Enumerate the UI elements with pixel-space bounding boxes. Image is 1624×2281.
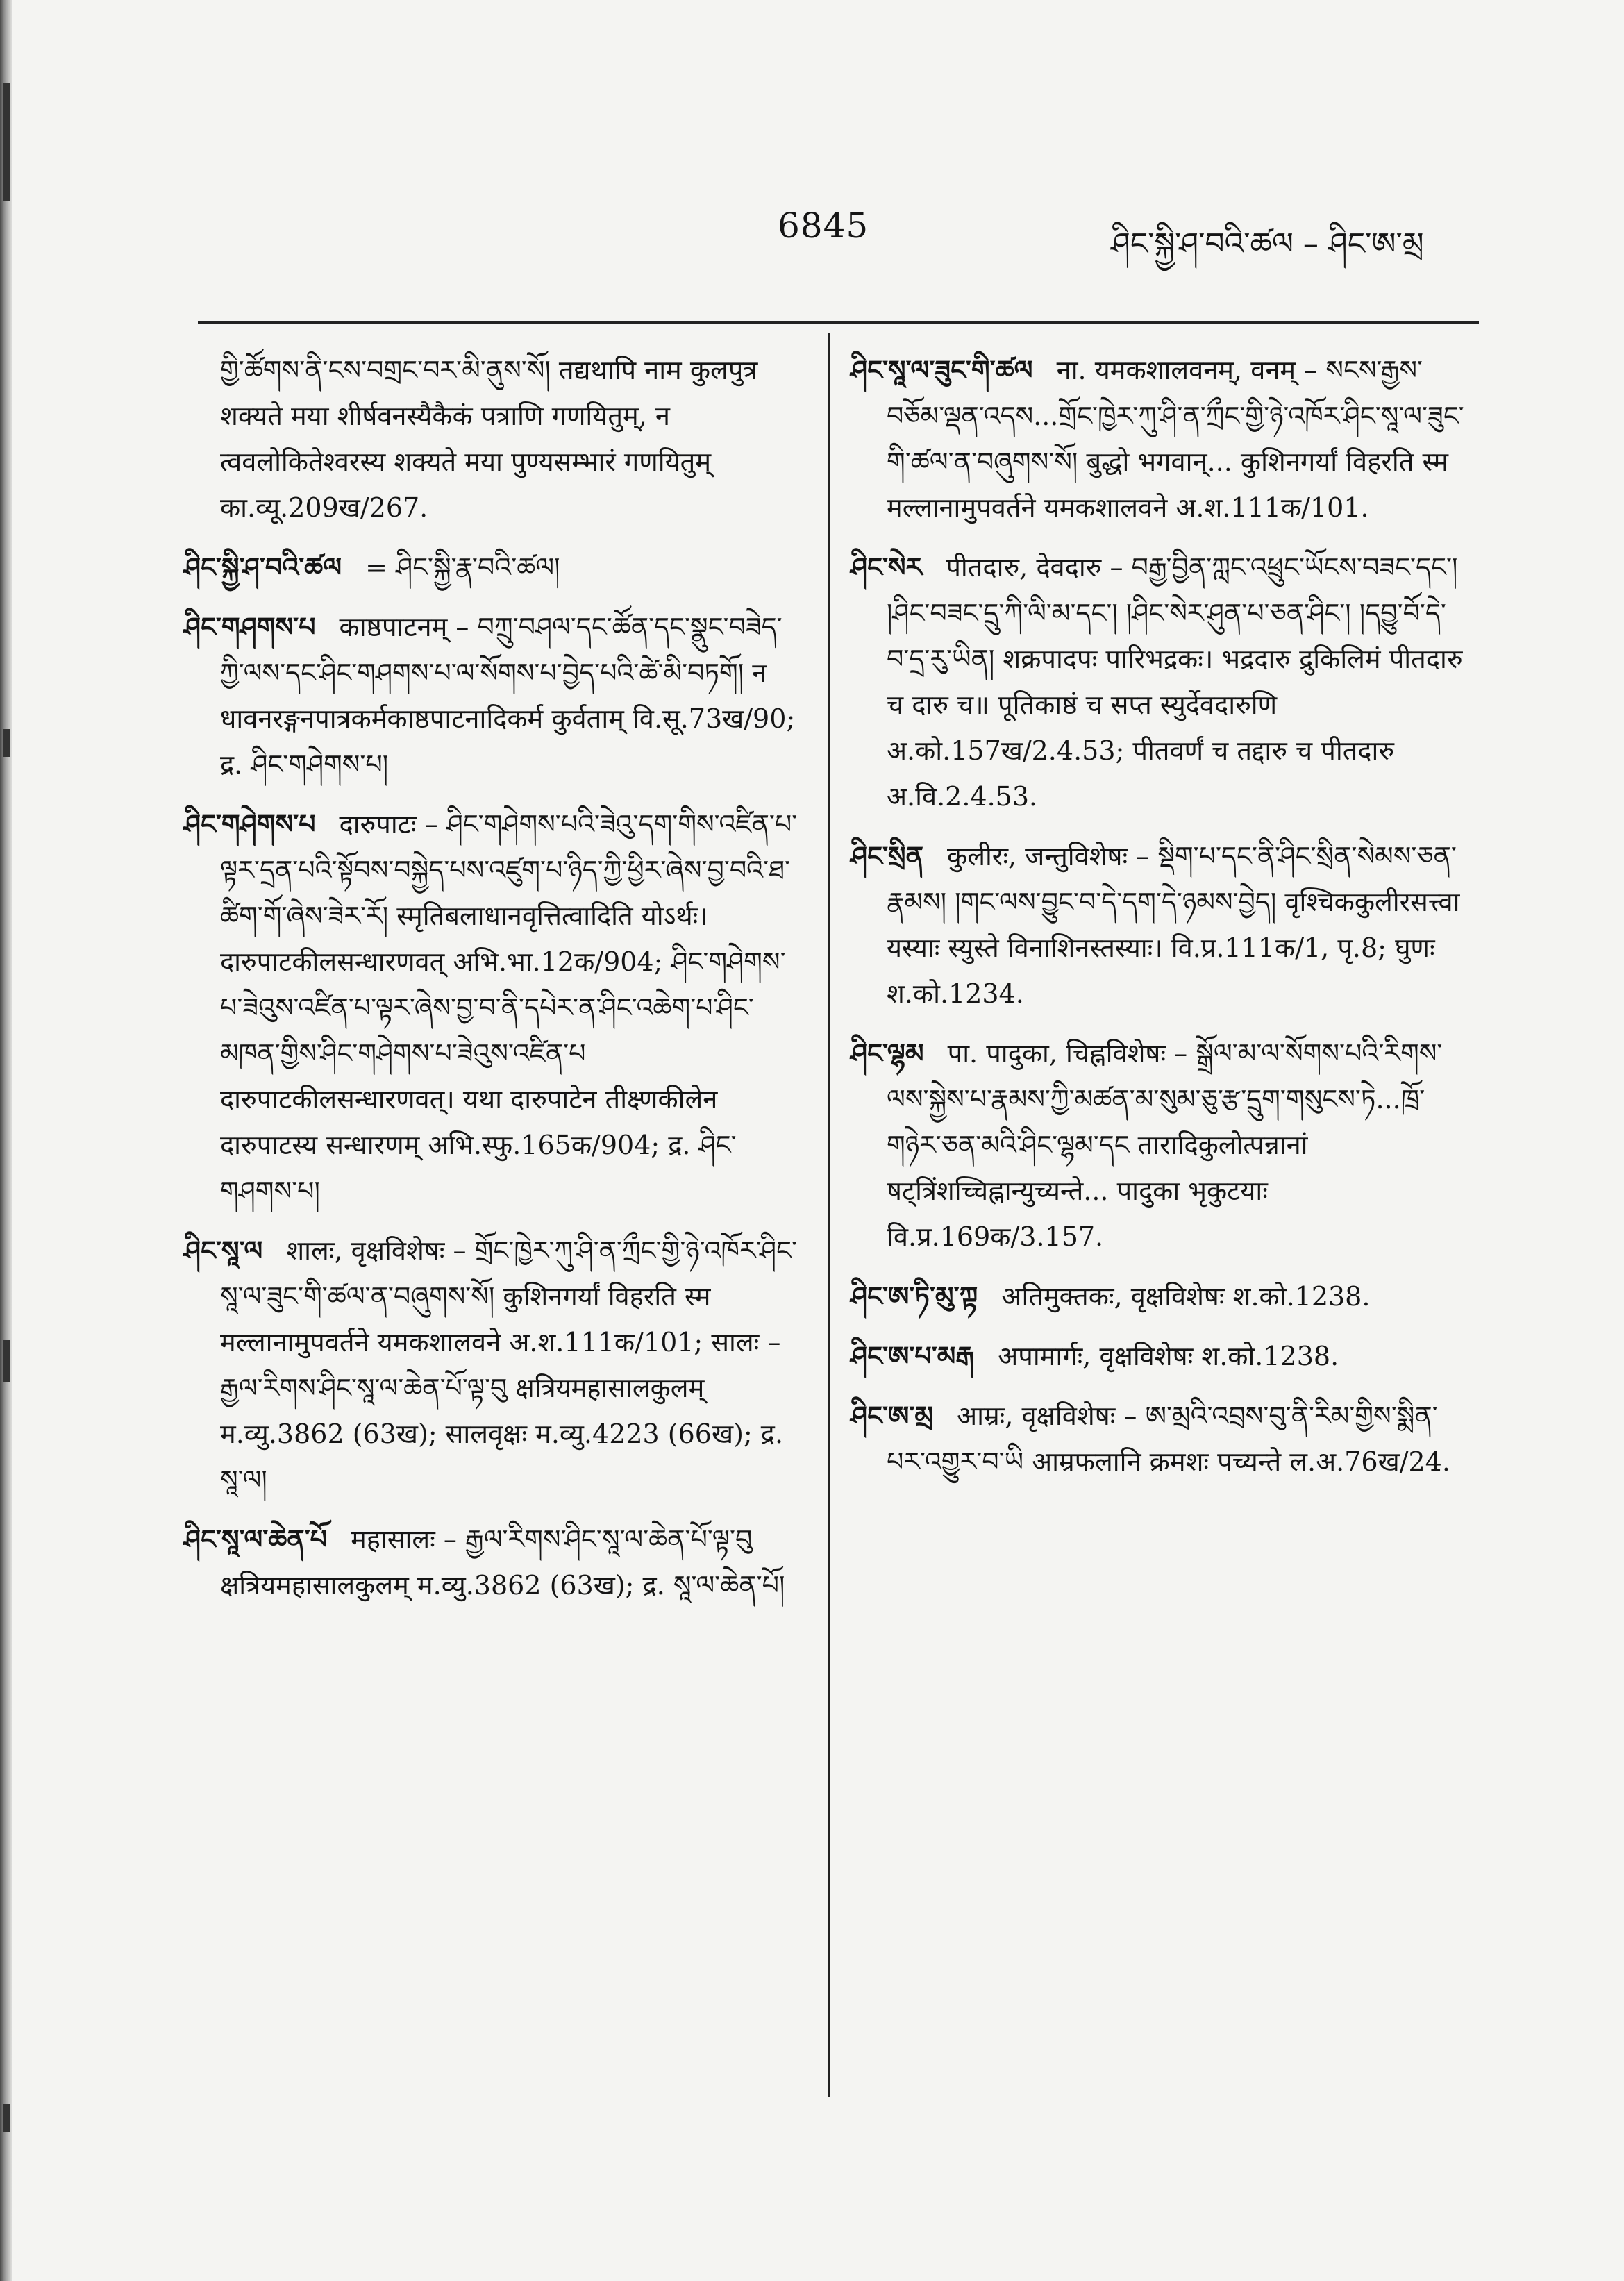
headword: ཤིང་སྐྱི་ཤ་བའི་ཚལ xyxy=(184,551,342,583)
header-rule xyxy=(198,321,1479,324)
entry-text: दारुपाटः – ཤིང་གཤེགས་པའི་ཟེའུ་དག་གིས་འཛིན་པ་ལྟར་དྲན་པའི་སྟོབས་བསྐྱེད་པས་འཛུག་པ་ཉིད་ཀྱི་ཕྱིར་ཞེས་བྱ་བའི་ཐ་ཚིག་གོ་ཞེས་ཟེར་རོ། स्मृतिबलाधानवृत्तित्वादिति योऽर्थः। दारुपाटकीलसन्धारणवत् अभि.भा.12क/904; ཤིང་གཤེགས་པ་ཟེའུས་འཛིན་པ་ལྟར་ཞེས་བྱ་བ་ནི་དཔེར་ན་ཤིང་འཆེག་པ་ཤིང་མཁན་གྱིས་ཤིང་གཤེགས་པ་ཟེའུས་འཛིན་པ दारुपाटकीलसन्धारणवत्। यथा दारुपाटेन तीक्ष्णकीलेन दारुपाटस्य सन्धारणम् अभि.स्फु.165क/904; द्र. ཤིང་གཤགས་པ། xyxy=(220,809,798,1206)
headword: ཤིང་ཨ་ཏི་མུ་ཀྟ xyxy=(851,1280,978,1312)
dictionary-entry xyxy=(184,544,802,590)
entry-text: कुलीरः, जन्तुविशेषः – སྡིག་པ་དང་ནི་ཤིང་སྲིན་སེམས་ཅན་རྣམས། །གང་ལས་བྱུང་བ་དེ་དག་དེ་ཉམས་བྱེད། वृश्चिककुलीरसत्त्वा यस्याः स्युस्ते विनाशिनस्तस्याः। वि.प्र.111क/1, पृ.8; घुणः श.को.1234. xyxy=(887,841,1460,1009)
dictionary-entry xyxy=(851,1030,1468,1260)
dictionary-entry xyxy=(184,801,802,1214)
dictionary-entry xyxy=(851,347,1468,530)
scan-edge xyxy=(0,0,12,2281)
entry-text: अपामार्गः, वृक्षविशेषः श.को.1238. xyxy=(998,1341,1339,1371)
page-number: 6845 xyxy=(778,206,869,246)
headword: ཤིང་སཱ་ལ xyxy=(184,1235,263,1266)
right-column xyxy=(851,347,1468,1498)
dictionary-entry xyxy=(851,544,1468,819)
dictionary-entry xyxy=(184,1517,802,1608)
scan-mark xyxy=(3,83,10,201)
entry-text: अतिमुक्तकः, वृक्षविशेषः श.को.1238. xyxy=(1001,1281,1371,1312)
entry-text: ना. यमकशालवनम्, वनम् – སངས་རྒྱས་བཅོམ་ལྡན་འདས...གྲོང་ཁྱེར་ཀུ་ཤི་ན་ཀྲྀང་གྱི་ཉེ་འཁོར་ཤིང་སཱ་ལ་ཟུང་གི་ཚལ་ན་བཞུགས་སོ། बुद्धो भगवान्... कुशिनगर्यां विहरति स्म मल्लानामुपवर्तने यमकशालवने अ.श.111क/101. xyxy=(887,355,1464,523)
dictionary-entry xyxy=(851,1273,1468,1319)
headword: ཤིང་ལྷམ xyxy=(851,1037,924,1069)
dictionary-entry xyxy=(851,1393,1468,1485)
left-column xyxy=(184,347,802,1622)
headword: ཤིང་སྲིན xyxy=(851,840,923,871)
entry-text: पा. पादुका, चिह्नविशेषः – སྒྲོལ་མ་ལ་སོགས་པའི་རིགས་ལས་སྐྱེས་པ་རྣམས་ཀྱི་མཚན་མ་སུམ་ཅུ་རྩ་དྲུག་གསུངས་ཏེ...ཁྲོ་གཉེར་ཅན་མའི་ཤིང་ལྷམ་དང तारादिकुलोत्पन्नानां षट्त्रिंशच्चिह्नान्युच्यन्ते... पादुका भृकुटयाः वि.प्र.169क/3.157. xyxy=(887,1038,1443,1252)
headword: ཤིང་སཱ་ལ་ཟུང་གི་ཚལ xyxy=(851,354,1033,385)
dictionary-entry xyxy=(851,833,1468,1017)
headword: ཤིང་ཨ་མྲ xyxy=(851,1400,934,1431)
entry-text: महासालः – རྒྱལ་རིགས་ཤིང་སཱ་ལ་ཆེན་པོ་ལྟ་བུ क्षत्रियमहासालकुलम् म.व्यु.3862 (63ख); द्र. སཱ་ལ་ཆེན་པོ། xyxy=(220,1524,785,1601)
dictionary-entry xyxy=(184,604,802,787)
dictionary-entry xyxy=(851,1333,1468,1379)
entry-text: = ཤིང་སྐྱི་རྣ་བའི་ཚལ། xyxy=(365,552,560,583)
scan-mark xyxy=(3,2104,10,2132)
headword: ཤིང་གཤེགས་པ xyxy=(184,808,316,839)
scan-mark xyxy=(3,729,10,757)
dictionary-entry xyxy=(184,347,802,530)
headword: ཤིང་ཨ་པ་མརྒ xyxy=(851,1340,975,1371)
entry-text: पीतदारु, देवदारु – བརྒྱ་བྱིན་ཀླང་འཕྲུང་ཡོངས་བཟང་དང་། །ཤིང་བཟང་དྲུ་ཀི་ལི་མ་དང་། །ཤིང་སེར་ཤུན་པ་ཅན་ཤིང་། །དབྱུ་བོ་དེ་བ་དྲ་རུ་ཡིན། शक्रपादपः पारिभद्रकः। भद्रदारु द्रुकिलिमं पीतदारु च दारु च॥ पूतिकाष्ठं च सप्त स्युर्देवदारुणि अ.को.157ख/2.4.53; पीतवर्णं च तद्दारु च पीतदारु अ.वि.2.4.53. xyxy=(887,552,1463,812)
dictionary-entry xyxy=(184,1228,802,1503)
headword: ཤིང་གཤགས་པ xyxy=(184,611,316,642)
scan-mark xyxy=(3,1340,10,1382)
entry-text: शालः, वृक्षविशेषः – གྲོང་ཁྱེར་ཀུ་ཤི་ན་ཀྲྀང་གྱི་ཉེ་འཁོར་ཤིང་སཱ་ལ་ཟུང་གི་ཚལ་ན་བཞུགས་སོ། कुशिनगर्यां विहरति स्म मल्लानामुपवर्तने यमकशालवने अ.श.111क/101; सालः – རྒྱལ་རིགས་ཤིང་སཱ་ལ་ཆེན་པོ་ལྟ་བུ क्षत्रियमहासालकुलम् म.व्यु.3862 (63ख); सालवृक्षः म.व्यु.4223 (66ख); द्र. སཱ་ལ། xyxy=(220,1235,797,1495)
headword: ཤིང་སཱ་ལ་ཆེན་པོ xyxy=(184,1523,327,1555)
running-head: ཤིང་སྐྱི་ཤ་བའི་ཚལ – ཤིང་ཨ་མྲ xyxy=(1111,226,1424,262)
entry-text: གྱི་ཚོགས་ནི་ངས་བགྲང་བར་མི་ནུས་སོ། तद्यथापि नाम कुलपुत्र शक्यते मया शीर्षवनस्यैकैकं पत्राणि गणयितुम्, न त्ववलोकितेश्वरस्य शक्यते मया पुण्यसम्भारं गणयितुम् का.व्यू.209ख/267. xyxy=(220,355,758,523)
entry-text: काष्ठपाटनम् – བཀྲུ་བཤལ་དང་ཚོན་དང་སྣུང་བཟེད་ཀྱི་ལས་དང་ཤིང་གཤགས་པ་ལ་སོགས་པ་བྱེད་པའི་ཚེ་མི་བཏགོ། न धावनरङ्गनपात्रकर्मकाष्ठपाटनादिकर्म कुर्वताम् वि.सू.73ख/90; द्र. ཤིང་གཤེགས་པ། xyxy=(220,612,796,780)
headword: ཤིང་སེར xyxy=(851,551,923,583)
column-divider xyxy=(828,333,830,2097)
entry-text: आम्रः, वृक्षविशेषः – ཨ་མྲའི་འབྲས་བུ་ནི་རིམ་གྱིས་སྨིན་པར་འགྱུར་བ་ཡི आम्रफलानि क्रमशः पच्यन्ते ल.अ.76ख/24. xyxy=(887,1401,1450,1477)
